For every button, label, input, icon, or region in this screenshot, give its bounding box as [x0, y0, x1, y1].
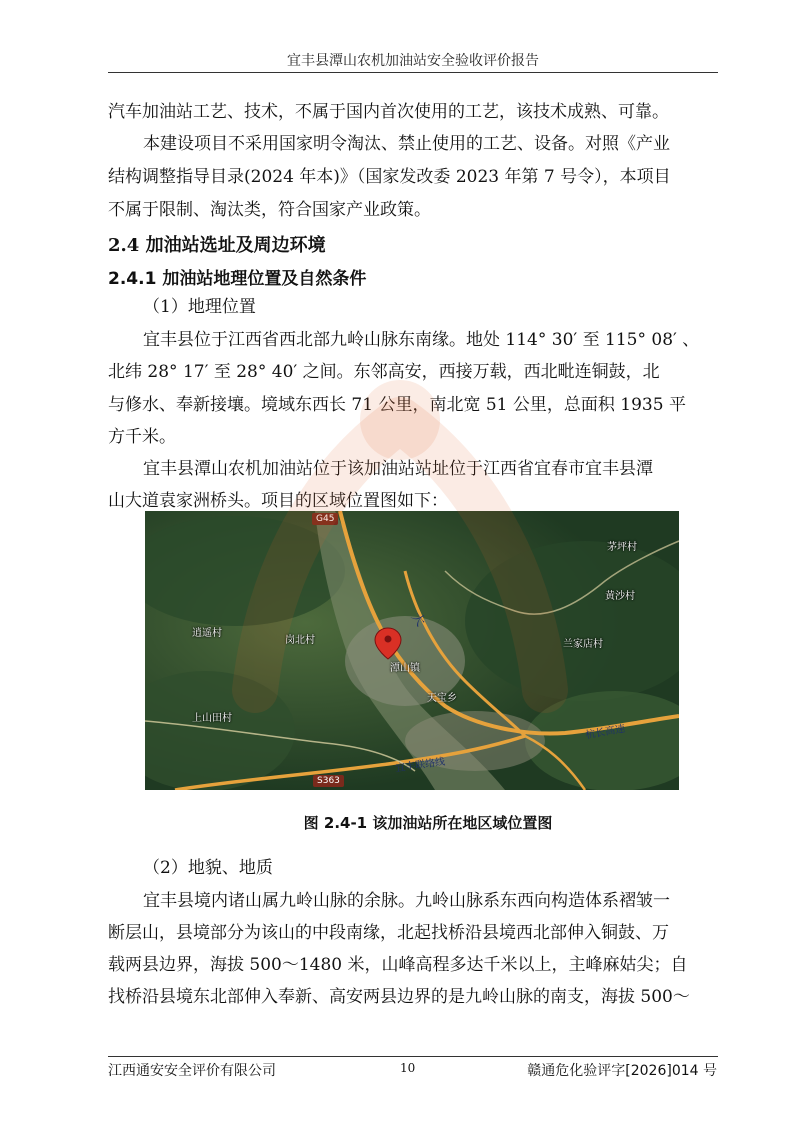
figure-caption: 图 2.4-1 该加油站所在地区域位置图	[303, 814, 553, 832]
header-divider	[108, 72, 718, 73]
text-line: 结构调整指导目录(2024 年本)》（国家发改委 2023 年第 7 号令），本项目	[108, 167, 671, 187]
highway-shield-s363: S363	[313, 775, 344, 787]
footer-doc-number: 赣通危化验评字[2026]014 号	[527, 1063, 717, 1079]
highway-shield-g45: G45	[312, 513, 338, 525]
subsection-heading: 2.4.1 加油站地理位置及自然条件	[108, 269, 367, 289]
footer-divider	[108, 1056, 718, 1057]
map-label: 岗北村	[285, 635, 315, 646]
page-number: 10	[400, 1061, 416, 1075]
text-line: 山大道袁家洲桥头。项目的区域位置图如下：	[108, 491, 448, 511]
map-label: 天宝乡	[427, 693, 457, 704]
footer-company: 江西通安安全评价有限公司	[108, 1063, 276, 1079]
text-line: 与修水、奉新接壤。境域东西长 71 公里，南北宽 51 公里，总面积 1935 平	[108, 395, 686, 415]
text-line: 找桥沿县境东北部伸入奉新、高安两县边界的是九岭山脉的南支，海拔 500～	[108, 987, 690, 1007]
text-line: 载两县边界，海拔 500～1480 米，山峰高程多达千米以上，主峰麻姑尖；自	[108, 955, 688, 975]
text-line: 方千米。	[108, 427, 176, 447]
section-heading: 2.4 加油站选址及周边环境	[108, 235, 326, 256]
map-road-label: 大	[407, 610, 428, 630]
item-heading: （2）地貌、地质	[143, 858, 273, 878]
map-label: 茅坪村	[607, 542, 637, 553]
map-label: 上山田村	[192, 713, 232, 724]
map-label: 黄沙村	[605, 591, 635, 602]
text-line: 本建设项目不采用国家明令淘汰、禁止使用的工艺、设备。对照《产业	[143, 134, 670, 154]
map-label: 逍遥村	[192, 628, 222, 639]
text-line: 宜丰县境内诸山属九岭山脉的余脉。九岭山脉系东西向构造体系褶皱一	[143, 891, 670, 911]
text-line: 不属于限制、淘汰类，符合国家产业政策。	[108, 200, 431, 220]
text-line: 汽车加油站工艺、技术，不属于国内首次使用的工艺，该技术成熟、可靠。	[108, 102, 669, 122]
text-line: 断层山，县境部分为该山的中段南缘，北起找桥沿县境西北部伸入铜鼓、万	[108, 923, 669, 943]
map-road-label: 杭长高速	[584, 723, 626, 742]
satellite-terrain	[145, 511, 679, 790]
text-line: 北纬 28° 17′ 至 28° 40′ 之间。东邻高安，西接万载，西北毗连铜鼓，北	[108, 362, 660, 382]
page-header-title: 宜丰县潭山农机加油站安全验收评价报告	[287, 53, 539, 69]
map-label: 潭山镇	[390, 663, 420, 674]
item-heading: （1）地理位置	[143, 297, 256, 317]
map-road-label: 宜丰联络线	[394, 756, 446, 775]
text-line: 宜丰县潭山农机加油站位于该加油站站址位于江西省宜春市宜丰县潭	[143, 459, 653, 479]
text-line: 宜丰县位于江西省西北部九岭山脉东南缘。地处 114° 30′ 至 115° 08′ 、	[143, 330, 700, 350]
map-label: 兰家店村	[563, 639, 603, 650]
location-map	[145, 511, 679, 790]
